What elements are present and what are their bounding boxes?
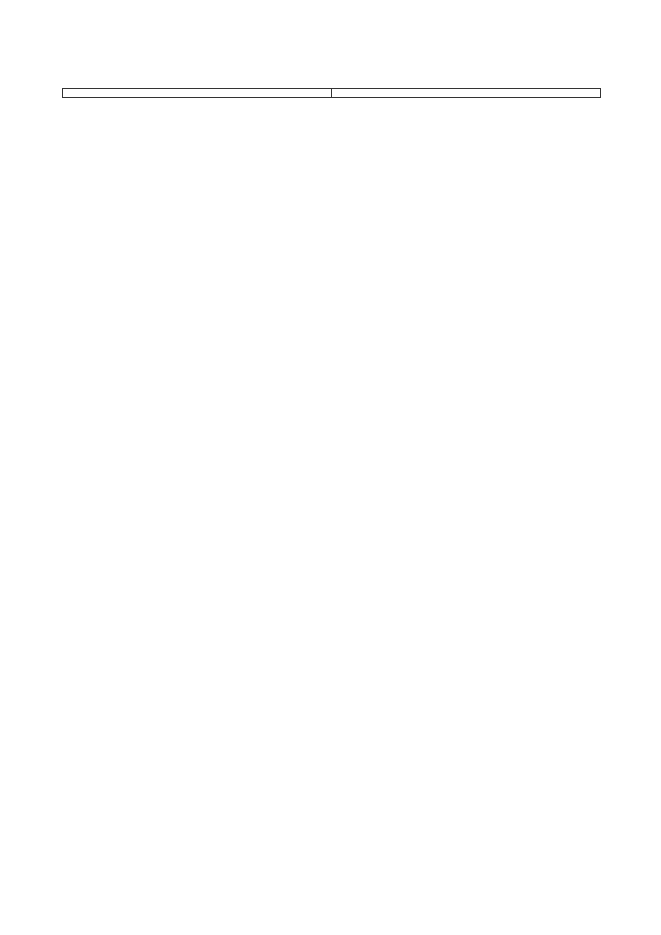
- table-header-row: [63, 89, 601, 98]
- typical-decisions-table: [62, 88, 601, 98]
- header-decision: [332, 89, 601, 98]
- body-text: [62, 88, 601, 114]
- header-state: [63, 89, 332, 98]
